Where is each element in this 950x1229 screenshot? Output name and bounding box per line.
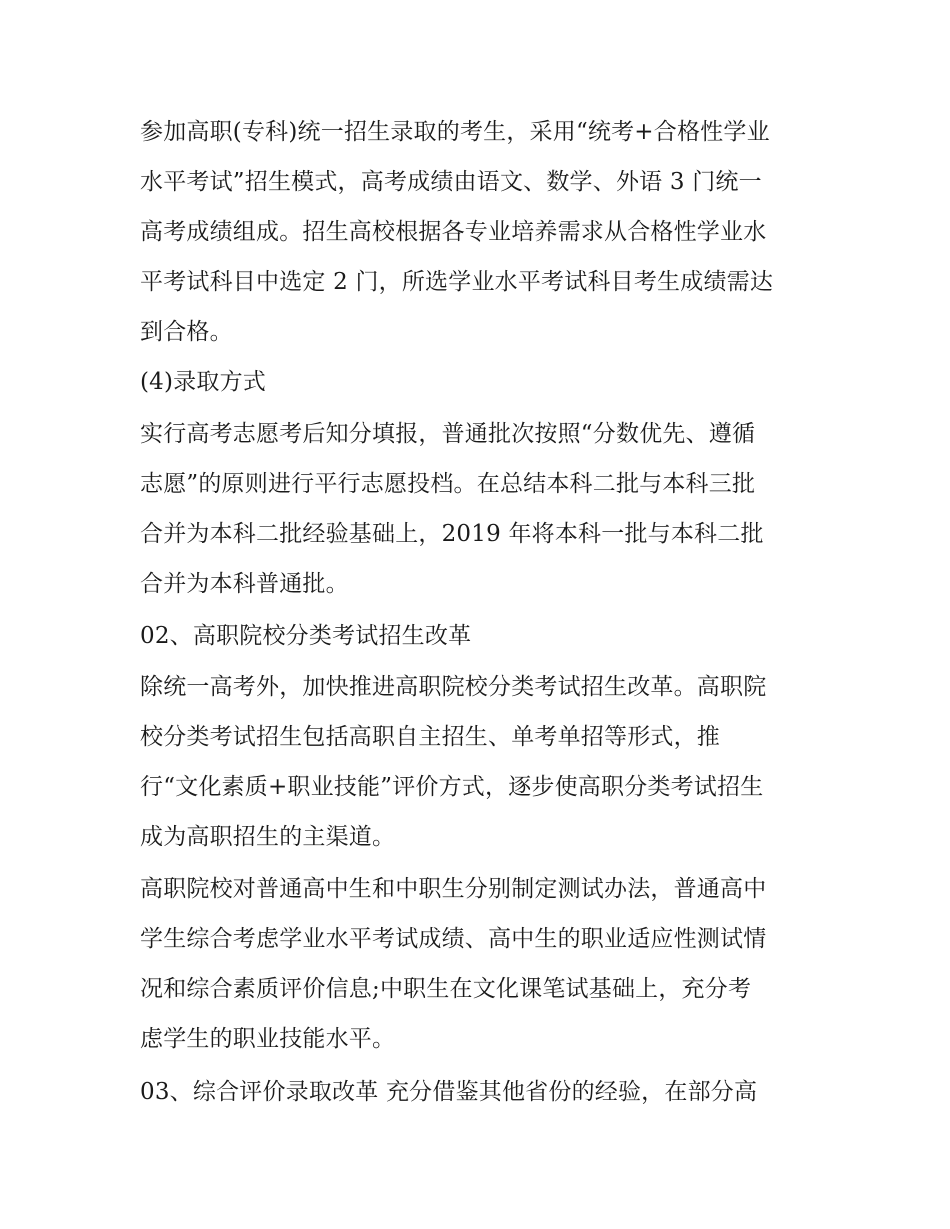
text-line: 合并为本科二批经验基础上，2019 年将本科一批与本科二批 (140, 521, 764, 547)
text-line: 合并为本科普通批。 (140, 571, 349, 597)
text-line: 学生综合考虑学业水平考试成绩、高中生的职业适应性测试情 (140, 926, 767, 952)
text-line: 参加高职(专科)统一招生录取的考生，采用“统考+合格性学业 (140, 119, 770, 145)
text-line: 行“文化素质+职业技能”评价方式，逐步使高职分类考试招生 (140, 774, 764, 800)
section-heading: (4)录取方式 (140, 369, 266, 395)
text-line: 校分类考试招生包括高职自主招生、单考单招等形式，推 (140, 724, 720, 750)
text-line: 到合格。 (140, 319, 233, 345)
text-line: 实行高考志愿考后知分填报，普通批次按照“分数优先、遵循 (140, 421, 756, 447)
text-line: 高职院校对普通高中生和中职生分别制定测试办法，普通高中 (140, 876, 767, 902)
text-line: 况和综合素质评价信息;中职生在文化课笔试基础上，充分考 (140, 976, 752, 1002)
text-line: 除统一高考外，加快推进高职院校分类考试招生改革。高职院 (140, 674, 767, 700)
text-line: 高考成绩组成。招生高校根据各专业培养需求从合格性学业水 (140, 219, 767, 245)
section-heading: 02、高职院校分类考试招生改革 (140, 623, 472, 649)
text-line: 水平考试”招生模式，高考成绩由语文、数学、外语 3 门统一 (140, 169, 762, 195)
text-line: 虑学生的职业技能水平。 (140, 1026, 396, 1052)
text-line: 志愿”的原则进行平行志愿投档。在总结本科二批与本科三批 (140, 471, 756, 497)
section-heading: 03、综合评价录取改革 充分借鉴其他省份的经验，在部分高 (140, 1079, 758, 1105)
text-line: 成为高职招生的主渠道。 (140, 824, 396, 850)
text-line: 平考试科目中选定 2 门，所选学业水平考试科目考生成绩需达 (140, 269, 774, 295)
